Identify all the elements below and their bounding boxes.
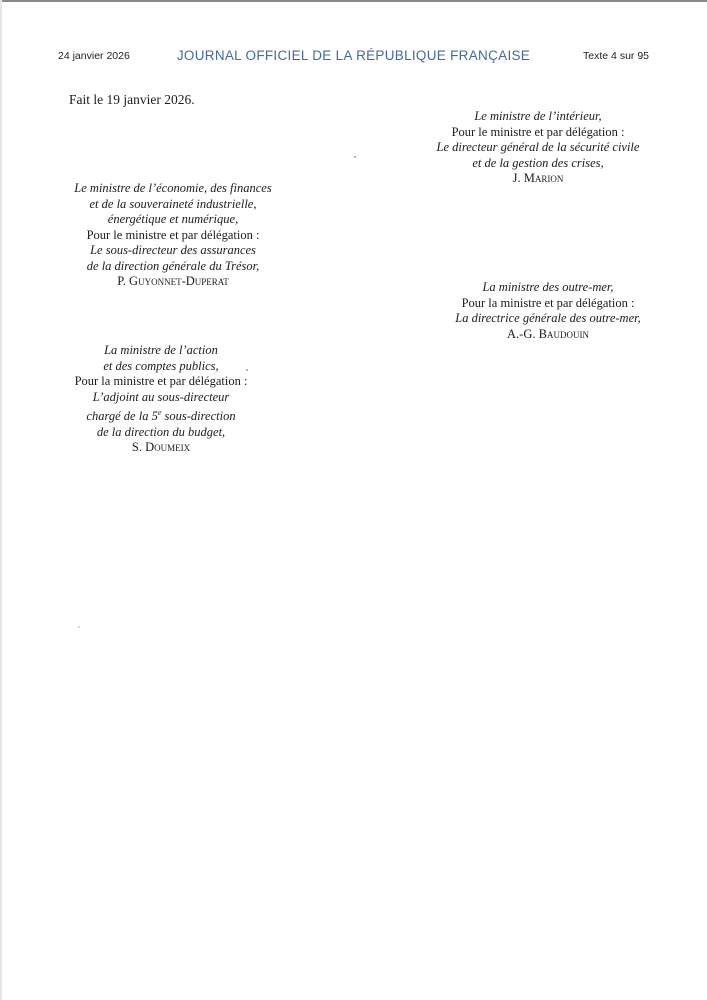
signatory-title-part: sous-direction: [161, 409, 236, 424]
scan-edge-left: [0, 0, 2, 1000]
delegation-line: Pour le ministre et par délégation :: [86, 227, 260, 242]
minister-title-cont: énergétique et numérique,: [107, 212, 239, 226]
signatory-name: P. Guyonnet-Duperat: [117, 274, 229, 288]
minister-title: La ministre des outre-mer,: [482, 280, 614, 294]
signature-block-outremer: [430, 280, 666, 342]
delegation-line: Pour la ministre et par délégation :: [461, 295, 635, 310]
done-line: Fait le 19 janvier 2026.: [69, 92, 195, 107]
delegation-line: Pour le ministre et par délégation :: [451, 124, 625, 139]
page-number: Texte 4 sur 95: [583, 50, 649, 62]
signatory-title: Le directeur général de la sécurité civile: [436, 140, 640, 154]
signatory-title: L’adjoint au sous-directeur: [92, 389, 230, 404]
ordinal-superscript: e: [157, 408, 162, 417]
header-date: 24 janvier 2026: [58, 50, 130, 62]
signatory-name: S. Doumeix: [131, 440, 191, 455]
signatory-title-cont: de la direction générale du Trésor,: [86, 258, 260, 273]
signatory-title-cont: de la direction du budget,: [96, 424, 226, 439]
delegation-line: Pour la ministre et par délégation :: [74, 374, 248, 388]
signatory-name: J. Marion: [512, 171, 564, 185]
scan-edge-top: [0, 0, 707, 2]
minister-title-cont: et des comptes publics,: [103, 358, 219, 373]
minister-title-cont: et de la souveraineté industrielle,: [89, 196, 257, 211]
journal-title: JOURNAL OFFICIEL DE LA RÉPUBLIQUE FRANÇAISE: [176, 48, 531, 63]
scan-speck: [78, 626, 80, 628]
signatory-title-cont: et de la gestion des crises,: [472, 155, 604, 170]
signatory-title: La directrice générale des outre-mer,: [455, 311, 641, 325]
signature-block-action: [40, 343, 282, 456]
minister-title: La ministre de l’action: [104, 343, 218, 357]
minister-title: Le ministre de l’intérieur,: [474, 109, 602, 123]
scan-speck: [246, 369, 248, 371]
signatory-title-part: chargé de la 5: [86, 409, 158, 424]
signatory-title-cont: [40, 405, 282, 425]
scan-speck: [354, 156, 356, 158]
signatory-name: A.-G. Baudouin: [507, 326, 589, 341]
signature-block-interieur: [418, 109, 658, 187]
page-header: [58, 50, 649, 66]
signature-block-economie: [52, 181, 294, 290]
minister-title: Le ministre de l’économie, des finances: [74, 181, 272, 195]
signatory-title: Le sous-directeur des assurances: [90, 243, 256, 257]
